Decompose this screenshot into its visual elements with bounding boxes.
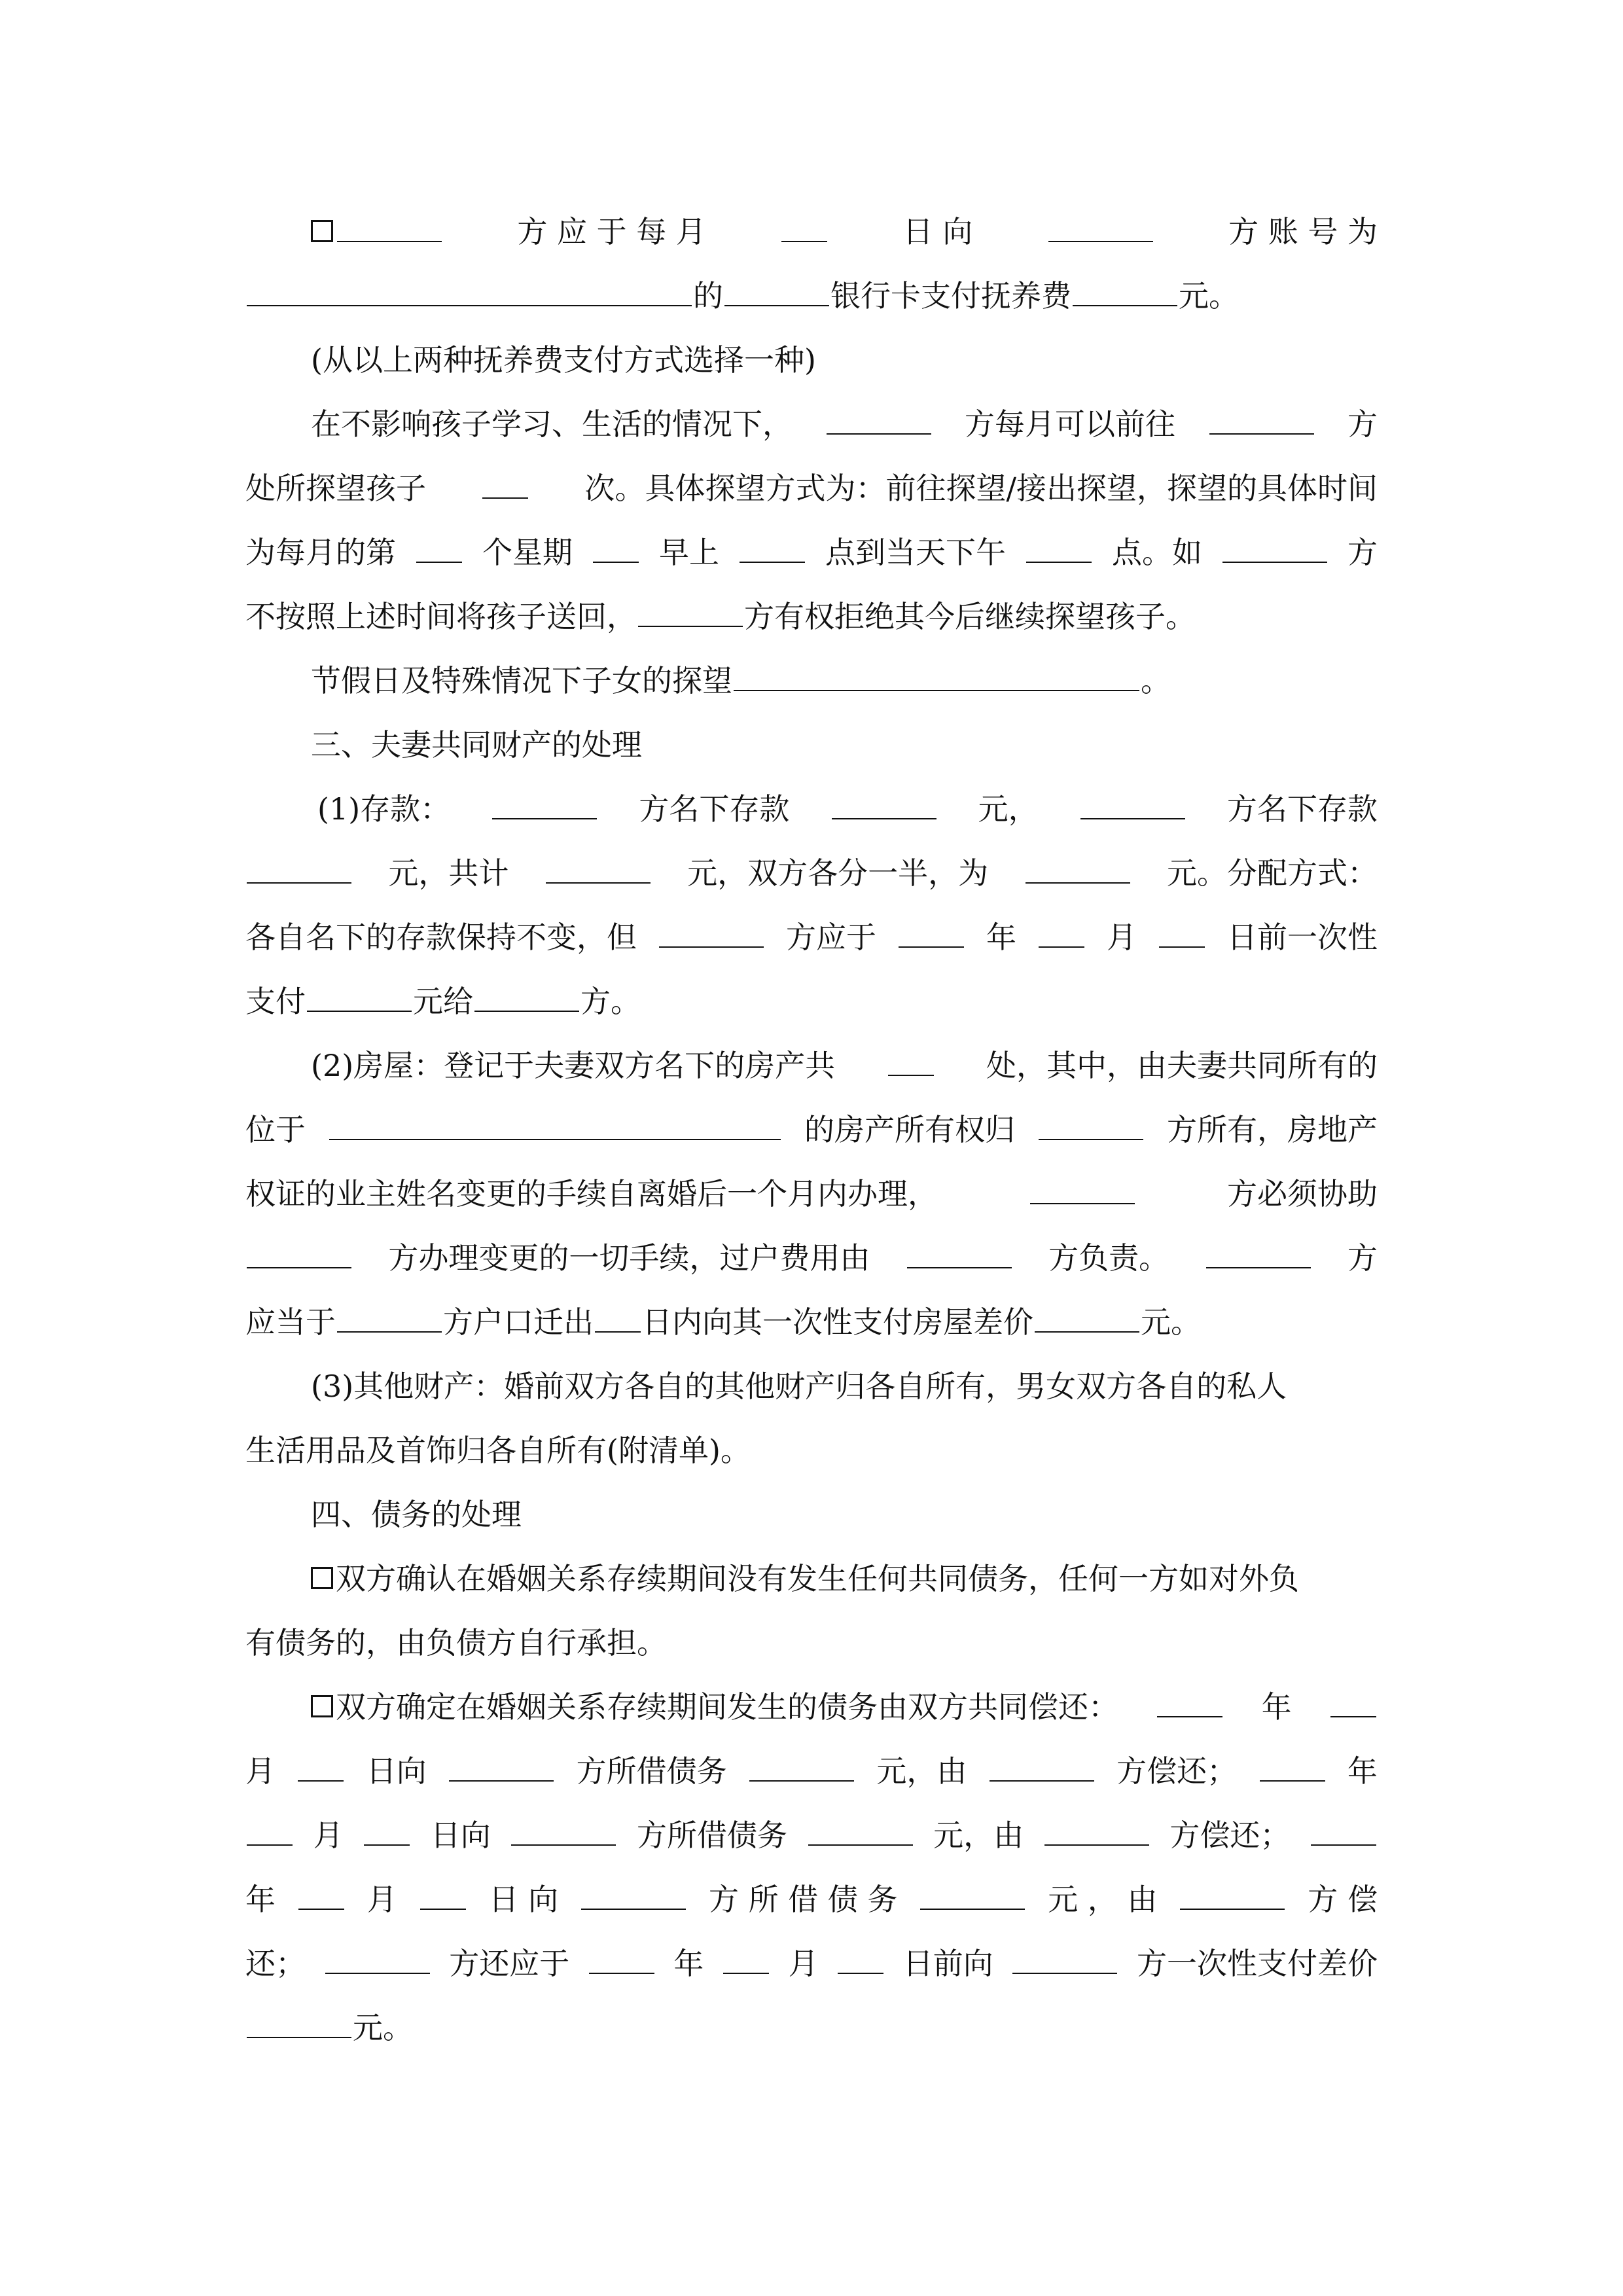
fill-blank[interactable]	[595, 1305, 641, 1333]
text-segment: 元，由	[933, 1818, 1024, 1853]
fill-blank[interactable]	[247, 856, 351, 884]
fill-blank[interactable]	[247, 279, 692, 306]
fill-blank[interactable]	[1012, 1946, 1117, 1974]
fill-blank[interactable]	[781, 215, 827, 242]
text-segment: 年	[1261, 1689, 1292, 1725]
text-segment: 方还应于	[449, 1946, 570, 1981]
text-segment: 点到当天下午	[825, 535, 1006, 570]
fill-blank[interactable]	[1080, 792, 1185, 819]
fill-blank[interactable]	[659, 920, 764, 948]
text-segment: 的	[693, 278, 723, 314]
text-segment: 元 ， 由	[1048, 1882, 1158, 1917]
no-debt-line-1	[245, 1547, 1378, 1611]
deposits-line-3	[245, 905, 1378, 969]
text-segment: 还；	[245, 1946, 306, 1981]
text-segment: 早上	[659, 535, 719, 570]
fill-blank[interactable]	[416, 535, 462, 563]
fill-blank[interactable]	[1330, 1690, 1376, 1717]
fill-blank[interactable]	[724, 279, 829, 306]
text-segment: 方 应 于 每 月	[517, 214, 706, 249]
text-segment: 支付	[245, 984, 306, 1019]
text-segment: 方所借债务	[636, 1818, 787, 1853]
fill-blank[interactable]	[247, 2011, 351, 2038]
text-segment: 双方确认在婚姻关系存续期间没有发生任何共同债务，任何一方如对外负	[336, 1561, 1299, 1596]
visitation-line-1	[245, 392, 1378, 456]
text-segment: 节假日及特殊情况下子女的探望	[311, 663, 732, 698]
document-body	[245, 200, 1378, 2060]
fill-blank[interactable]	[482, 471, 528, 499]
text-segment: 方必须协助	[1227, 1176, 1378, 1211]
fill-blank[interactable]	[734, 664, 1139, 691]
fill-blank[interactable]	[907, 1241, 1012, 1268]
visitation-line-4	[245, 584, 1378, 649]
fill-blank[interactable]	[247, 1818, 293, 1846]
option-checkbox[interactable]	[311, 1695, 333, 1717]
text-segment: 次。具体探望方式为：前往探望/接出探望，探望的具体时间	[584, 471, 1378, 506]
text-segment: 。	[1141, 663, 1171, 698]
fill-blank[interactable]	[546, 856, 651, 884]
text-segment: 方每月可以前往	[965, 406, 1175, 442]
text-segment: 方所有，房地产	[1167, 1112, 1378, 1147]
fill-blank[interactable]	[740, 535, 805, 563]
fill-blank[interactable]	[1026, 535, 1092, 563]
text-segment: 方 账 号 为	[1228, 214, 1378, 249]
fill-blank[interactable]	[1035, 1305, 1139, 1333]
text-segment: 日前向	[902, 1946, 993, 1981]
joint-debt-line-5	[245, 1931, 1378, 1996]
text-segment: 在不影响孩子学习、生活的情况下，	[311, 406, 793, 442]
section-title: 四、债务的处理	[311, 1497, 522, 1532]
fill-blank[interactable]	[1157, 1690, 1222, 1717]
text-segment: 处，其中，由夫妻共同所有的	[986, 1048, 1378, 1083]
text-segment: 月	[788, 1946, 819, 1981]
fill-blank[interactable]	[307, 984, 412, 1012]
text-segment: (3)其他财产：婚前双方各自的其他财产归各自所有，男女双方各自的私人	[311, 1369, 1287, 1404]
fill-blank[interactable]	[827, 407, 931, 435]
fill-blank[interactable]	[1209, 407, 1314, 435]
text-segment: 日向	[430, 1818, 491, 1853]
text-segment: 方	[1347, 406, 1378, 442]
text-segment: 方有权拒绝其今后继续探望孩子。	[744, 599, 1196, 634]
fill-blank[interactable]	[1206, 1241, 1311, 1268]
fill-blank[interactable]	[1039, 1113, 1143, 1140]
text-segment: 方应于	[786, 920, 876, 955]
text-segment: 日 向	[488, 1882, 559, 1917]
text-segment: 方所借债务	[576, 1753, 727, 1789]
fill-blank[interactable]	[1039, 920, 1084, 948]
text-segment: 元。分配方式：	[1166, 855, 1378, 891]
text-segment: 元给	[413, 984, 473, 1019]
fill-blank[interactable]	[990, 1754, 1094, 1782]
fill-blank[interactable]	[888, 1049, 934, 1076]
text-segment: 点。如	[1112, 535, 1202, 570]
fill-blank[interactable]	[1030, 1177, 1135, 1204]
text-segment: 方办理变更的一切手续，过户费用由	[388, 1240, 870, 1276]
text-segment: 处所探望孩子	[245, 471, 426, 506]
text-segment: 方 偿	[1308, 1882, 1378, 1917]
text-segment: 年	[245, 1882, 276, 1917]
fill-blank[interactable]	[329, 1113, 781, 1140]
fill-blank[interactable]	[1044, 1818, 1149, 1846]
fill-blank[interactable]	[1073, 279, 1177, 306]
fill-blank[interactable]	[1159, 920, 1205, 948]
text-segment: 日前一次性	[1227, 920, 1378, 955]
fill-blank[interactable]	[581, 1882, 686, 1910]
text-segment: (1)存款：	[317, 791, 451, 827]
text-segment: 有债务的，由负债方自行承担。	[245, 1625, 667, 1660]
housing-line-3	[245, 1162, 1378, 1226]
text-segment: 年	[1347, 1753, 1378, 1789]
text-segment: 位于	[245, 1112, 306, 1147]
text-segment: 月	[245, 1753, 276, 1789]
support-payment-line-2	[245, 264, 1378, 328]
text-segment: (从以上两种抚养费支付方式选择一种)	[311, 342, 816, 378]
text-segment: 生活用品及首饰归各自所有(附清单)。	[245, 1433, 751, 1468]
fill-blank[interactable]	[589, 1946, 654, 1974]
deposits-line-4	[245, 969, 1378, 1033]
joint-debt-line-1	[245, 1675, 1378, 1739]
housing-line-1	[245, 1033, 1378, 1098]
fill-blank[interactable]	[1222, 535, 1327, 563]
text-segment: 月	[313, 1818, 344, 1853]
text-segment: 方	[1347, 1240, 1378, 1276]
text-segment: 元。	[353, 2010, 413, 2045]
joint-debt-line-3	[245, 1803, 1378, 1867]
fill-blank[interactable]	[474, 984, 579, 1012]
text-segment: 元，	[978, 791, 1039, 827]
fill-blank[interactable]	[325, 1946, 430, 1974]
visitation-line-2	[245, 456, 1378, 520]
text-segment: 元，共计	[388, 855, 509, 891]
fill-blank[interactable]	[723, 1946, 769, 1974]
text-segment: 方户口迁出	[443, 1304, 594, 1340]
fill-blank[interactable]	[1180, 1882, 1285, 1910]
fill-blank[interactable]	[1048, 215, 1153, 242]
housing-line-4	[245, 1226, 1378, 1290]
fill-blank[interactable]	[593, 535, 639, 563]
text-segment: (2)房屋：登记于夫妻双方名下的房产共	[311, 1048, 836, 1083]
text-segment: 月	[366, 1882, 397, 1917]
fill-blank[interactable]	[511, 1818, 616, 1846]
fill-blank[interactable]	[364, 1818, 410, 1846]
text-segment: 元，双方各分一半，为	[687, 855, 989, 891]
text-segment: 权证的业主姓名变更的手续自离婚后一个月内办理，	[245, 1176, 938, 1211]
fill-blank[interactable]	[449, 1754, 554, 1782]
fill-blank[interactable]	[1026, 856, 1130, 884]
option-checkbox[interactable]	[311, 220, 333, 242]
no-debt-line-2	[245, 1611, 1378, 1675]
section-heading-property	[245, 713, 1378, 777]
option-checkbox[interactable]	[311, 1567, 333, 1589]
fill-blank[interactable]	[337, 1305, 442, 1333]
text-segment: 元。	[1179, 278, 1239, 314]
text-segment: 银行卡支付抚养费	[830, 278, 1071, 314]
fill-blank[interactable]	[1311, 1818, 1376, 1846]
text-segment: 方一次性支付差价	[1136, 1946, 1378, 1981]
text-segment: 年	[986, 920, 1016, 955]
fill-blank[interactable]	[298, 1754, 344, 1782]
support-payment-line-1	[245, 200, 1378, 264]
holiday-visitation-line	[245, 649, 1378, 713]
text-segment: 双方确定在婚姻关系存续期间发生的债务由双方共同偿还：	[336, 1689, 1118, 1725]
fill-blank[interactable]	[492, 792, 597, 819]
text-segment: 元，由	[876, 1753, 967, 1789]
text-segment: 方负责。	[1048, 1240, 1169, 1276]
housing-line-2	[245, 1098, 1378, 1162]
joint-debt-line-4	[245, 1867, 1378, 1931]
choose-one-note	[245, 328, 1378, 392]
fill-blank[interactable]	[749, 1754, 854, 1782]
text-segment: 各自名下的存款保持不变，但	[245, 920, 637, 955]
text-segment: 为每月的第	[245, 535, 396, 570]
text-segment: 方名下存款	[1226, 791, 1378, 827]
text-segment: 方 所 借 债 务	[708, 1882, 898, 1917]
deposits-line-1	[245, 777, 1378, 841]
text-segment: 元。	[1141, 1304, 1201, 1340]
text-segment: 个星期	[482, 535, 573, 570]
fill-blank[interactable]	[420, 1882, 466, 1910]
joint-debt-line-6	[245, 1996, 1378, 2060]
other-property-line-1	[245, 1354, 1378, 1418]
fill-blank[interactable]	[920, 1882, 1025, 1910]
section-title: 三、夫妻共同财产的处理	[311, 727, 642, 762]
text-segment: 方名下存款	[639, 791, 790, 827]
fill-blank[interactable]	[298, 1882, 344, 1910]
text-segment: 年	[673, 1946, 704, 1981]
text-segment: 方	[1347, 535, 1378, 570]
visitation-line-3	[245, 520, 1378, 584]
other-property-line-2	[245, 1418, 1378, 1482]
text-segment: 月	[1107, 920, 1137, 955]
fill-blank[interactable]	[1260, 1754, 1325, 1782]
fill-blank[interactable]	[899, 920, 964, 948]
fill-blank[interactable]	[838, 1946, 883, 1974]
housing-line-5	[245, 1290, 1378, 1354]
text-segment: 日 向	[902, 214, 973, 249]
text-segment: 不按照上述时间将孩子送回，	[245, 599, 637, 634]
text-segment: 应当于	[245, 1304, 336, 1340]
deposits-line-2	[245, 841, 1378, 905]
text-segment: 方。	[580, 984, 641, 1019]
text-segment: 日向	[366, 1753, 427, 1789]
section-heading-debts	[245, 1482, 1378, 1547]
fill-blank[interactable]	[832, 792, 936, 819]
text-segment: 日内向其一次性支付房屋差价	[642, 1304, 1033, 1340]
fill-blank[interactable]	[808, 1818, 913, 1846]
text-segment: 的房产所有权归	[804, 1112, 1015, 1147]
fill-blank[interactable]	[247, 1241, 351, 1268]
joint-debt-line-2	[245, 1739, 1378, 1803]
fill-blank[interactable]	[337, 215, 442, 242]
fill-blank[interactable]	[638, 600, 743, 627]
text-segment: 方偿还；	[1169, 1818, 1291, 1853]
text-segment: 方偿还；	[1116, 1753, 1238, 1789]
